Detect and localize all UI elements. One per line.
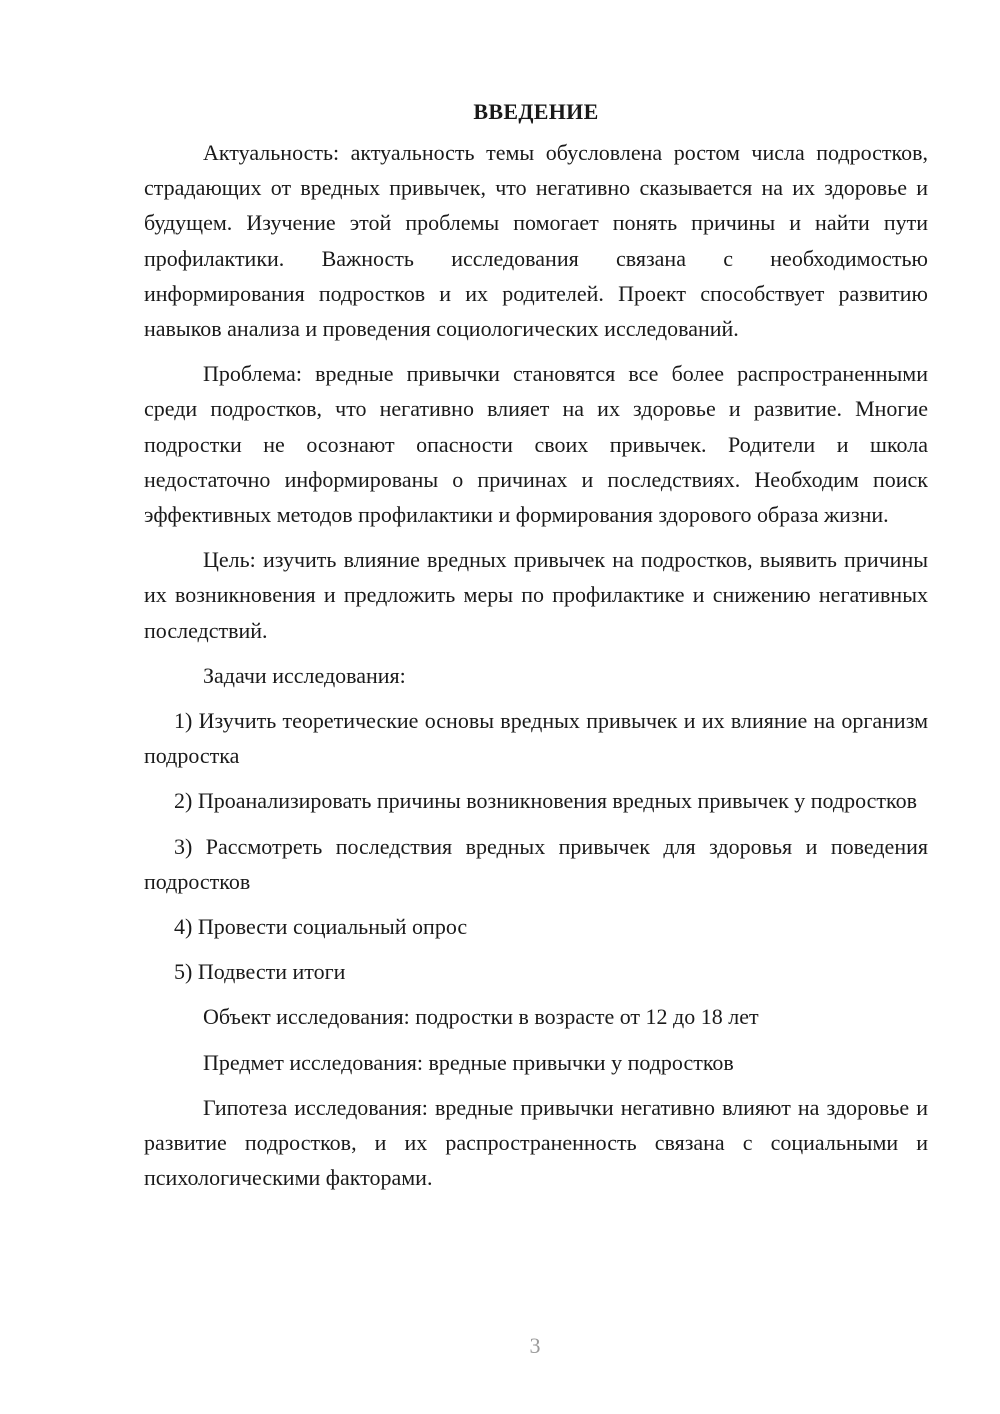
section-title: ВВЕДЕНИЕ (473, 99, 599, 124)
task-item-2: 2) Проанализировать причины возникновения вредных привычек у подростков (174, 788, 917, 814)
document-page (144, 94, 928, 1195)
goal-paragraph: Цель: изучить влияние вредных привычек на подростков, выявить причины их возникновения и предложить меры по профилактике и снижению негативных последствий. (144, 547, 928, 643)
subject-paragraph: Предмет исследования: вредные привычки у подростков (203, 1049, 734, 1075)
tasks-heading: Задачи исследования: (203, 662, 406, 688)
task-item-1: 1) Изучить теоретические основы вредных привычек и их влияние на организм подростка (144, 708, 928, 769)
problem-paragraph: Проблема: вредные привычки становятся все более распространенными среди подростков, что негативно влияет на их здоровье и развитие. Многие подростки не осознают опасности своих привычек. Родители и школа недостаточно информированы о причинах и последствиях. Необходим поиск эффективных методов профилактики и формирования здорового образа жизни. (144, 361, 928, 528)
page-number: 3 (529, 1333, 541, 1358)
task-item-3: 3) Рассмотреть последствия вредных привычек для здоровья и поведения подростков (144, 833, 928, 894)
task-item-5: 5) Подвести итоги (174, 959, 346, 985)
relevance-paragraph: Актуальность: актуальность темы обусловлена ростом числа подростков, страдающих от вредных привычек, что негативно сказывается на их здоровье и будущем. Изучение этой проблемы помогает понять причины и найти пути профилактики. Важность исследования связана с необходимостью информирования подростков и их родителей. Проект способствует развитию навыков анализа и проведения социологических исследований. (144, 140, 928, 342)
hypothesis-paragraph: Гипотеза исследования: вредные привычки негативно влияют на здоровье и развитие подростков, и их распространенность связана с социальными и психологическими факторами. (144, 1094, 928, 1191)
task-item-4: 4) Провести социальный опрос (174, 914, 468, 940)
object-paragraph: Объект исследования: подростки в возрасте от 12 до 18 лет (203, 1004, 759, 1030)
